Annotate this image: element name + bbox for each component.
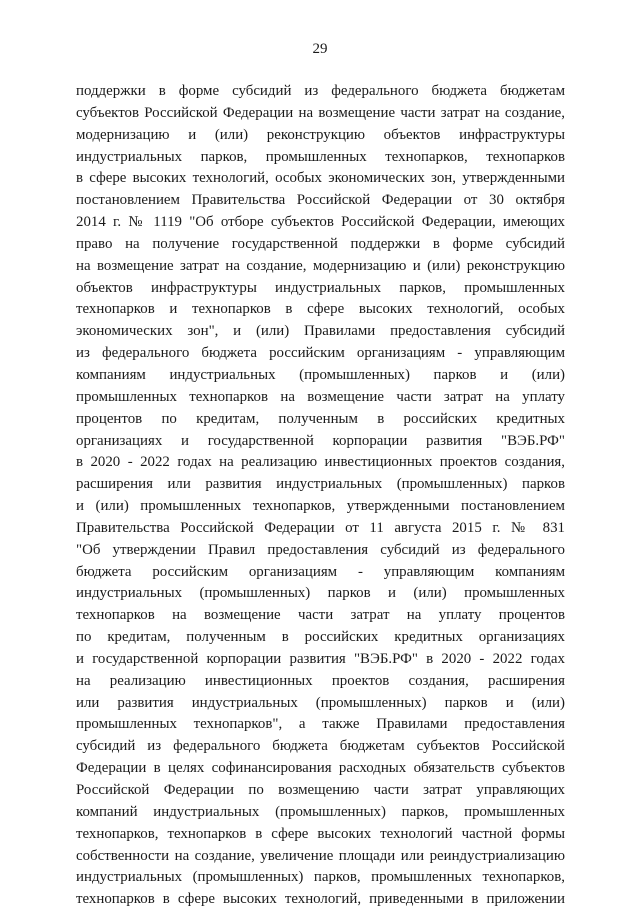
text-line: Федерации в целях софинансирования расходных обязательств субъектов <box>76 760 565 777</box>
text-line: субсидий из федерального бюджета бюджетам субъектов Российской <box>76 738 565 755</box>
text-line: 2014 г. № 1119 "Об отборе субъектов Российской Федерации, имеющих <box>76 214 565 231</box>
text-line: промышленных технопарков на возмещение части затрат на уплату <box>76 388 565 405</box>
text-line: постановлением Правительства Российской Федерации от 30 октября <box>76 192 565 209</box>
text-line: индустриальных (промышленных) парков и (или) промышленных <box>76 585 565 602</box>
text-line: экономических зон", и (или) Правилами предоставления субсидий <box>76 323 565 340</box>
text-line: собственности на создание, увеличение площади или реиндустриализацию <box>76 847 565 864</box>
page-number: 29 <box>312 41 328 57</box>
text-line: на возмещение затрат на создание, модернизацию и (или) реконструкцию <box>76 257 565 274</box>
body-paragraph <box>76 81 565 911</box>
text-line: организациях и государственной корпорации развития "ВЭБ.РФ" <box>76 432 565 449</box>
text-line: процентов по кредитам, полученным в российских кредитных <box>76 410 565 427</box>
text-line: право на получение государственной поддержки в форме субсидий <box>76 235 565 252</box>
text-line: индустриальных (промышленных) парков, промышленных технопарков, <box>76 869 565 886</box>
text-line: технопарков и технопарков в сфере высоких технологий, особых <box>76 301 565 318</box>
text-line: модернизацию и (или) реконструкцию объектов инфраструктуры <box>76 126 565 143</box>
text-line: объектов инфраструктуры индустриальных парков, промышленных <box>76 279 565 296</box>
text-line: поддержки в форме субсидий из федерального бюджета бюджетам <box>76 83 565 99</box>
text-line: расширения или развития индустриальных (промышленных) парков <box>76 476 565 493</box>
text-line: компаний индустриальных (промышленных) парков, промышленных <box>76 803 565 820</box>
text-line: бюджета российским организациям - управляющим компаниям <box>76 563 565 580</box>
text-line: технопарков на возмещение части затрат на уплату процентов <box>76 607 565 624</box>
text-line: и государственной корпорации развития "ВЭБ.РФ" в 2020 - 2022 годах <box>76 650 565 667</box>
text-line: технопарков, технопарков в сфере высоких технологий частной формы <box>76 825 565 842</box>
text-line: и (или) промышленных технопарков, утвержденными постановлением <box>76 498 565 515</box>
text-line: из федерального бюджета российским организациям - управляющим <box>76 345 565 362</box>
text-line: компаниям индустриальных (промышленных) парков и (или) <box>76 366 565 383</box>
text-line: промышленных технопарков", а также Правилами предоставления <box>76 716 565 733</box>
text-line: субъектов Российской Федерации на возмещение части затрат на создание, <box>76 104 565 121</box>
text-line: или развития индустриальных (промышленных) парков и (или) <box>76 694 565 711</box>
text-line: на реализацию инвестиционных проектов создания, расширения <box>76 672 565 689</box>
text-line: Правительства Российской Федерации от 11 августа 2015 г. № 831 <box>76 519 565 536</box>
text-line: Российской Федерации по возмещению части затрат управляющих <box>76 782 565 798</box>
text-line: "Об утверждении Правил предоставления субсидий из федерального <box>76 541 565 558</box>
text-line: индустриальных парков, промышленных технопарков, технопарков <box>76 148 565 165</box>
text-line: по кредитам, полученным в российских кредитных организациях <box>76 629 565 646</box>
text-line: технопарков в сфере высоких технологий, приведенными в приложении <box>76 891 565 908</box>
text-line: в сфере высоких технологий, особых экономических зон, утвержденными <box>76 170 565 187</box>
text-line: в 2020 - 2022 годах на реализацию инвестиционных проектов создания, <box>76 454 565 471</box>
